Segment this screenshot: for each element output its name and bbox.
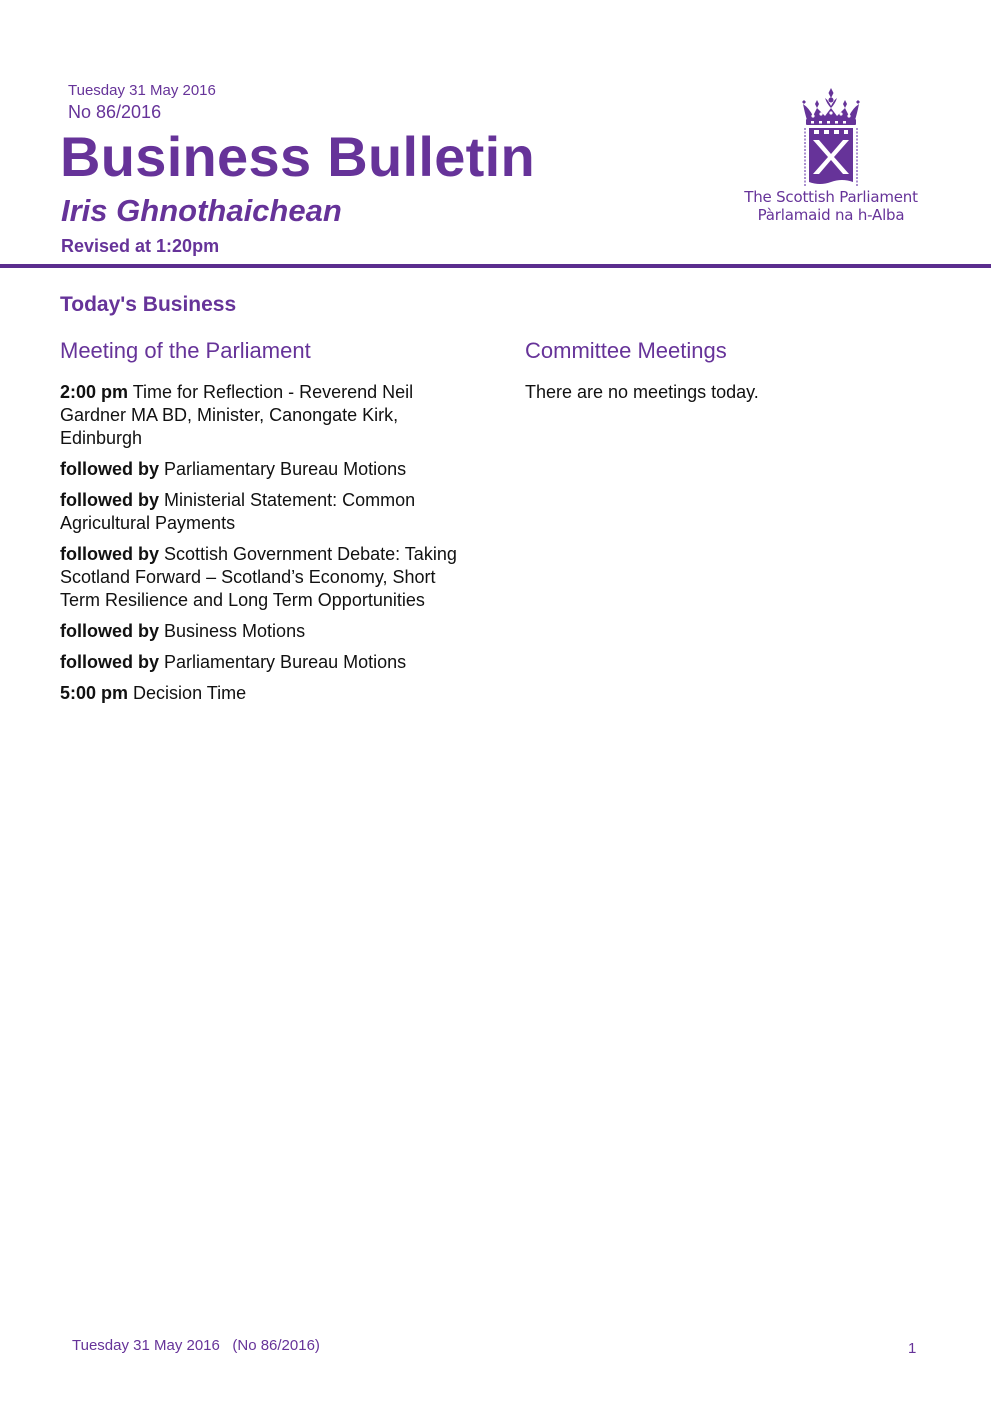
committee-meetings-text: There are no meetings today.: [525, 382, 759, 402]
committee-meetings-heading: Committee Meetings: [525, 338, 727, 363]
page-title: Business Bulletin: [60, 125, 535, 188]
agenda-item-text: Scottish Government Debate: Taking Scotland Forward – Scotland’s Economy, Short Term Resilience and Long Term Opportunities: [60, 544, 457, 610]
agenda-item-text: Decision Time: [133, 683, 247, 703]
page-subtitle-gaelic: Iris Ghnothaichean: [61, 193, 342, 228]
meeting-of-parliament-column: [60, 337, 470, 713]
agenda-item-lead: followed by: [60, 459, 159, 479]
agenda-item: [60, 620, 470, 643]
footer-page-number: 1: [908, 1340, 917, 1357]
agenda-item-text: Parliamentary Bureau Motions: [164, 652, 407, 672]
committee-meetings-column: [525, 337, 925, 412]
agenda-item-lead: followed by: [60, 652, 159, 672]
bulletin-date: Tuesday 31 May 2016: [68, 82, 216, 99]
meeting-of-parliament-heading: Meeting of the Parliament: [60, 338, 311, 363]
agenda-item: [60, 458, 470, 481]
agenda-item-lead: 5:00 pm: [60, 683, 129, 703]
agenda-item-text: Business Motions: [164, 621, 306, 641]
agenda-item-text: Time for Reflection - Reverend Neil Gardner MA BD, Minister, Canongate Kirk, Edinburgh: [60, 382, 414, 448]
scottish-parliament-crest-icon: [799, 86, 863, 188]
section-title-todays-business: Today's Business: [60, 293, 237, 316]
agenda-item: [60, 543, 470, 612]
scottish-parliament-logo: [738, 86, 924, 224]
revised-time: Revised at 1:20pm: [61, 236, 220, 256]
agenda-item-lead: followed by: [60, 544, 159, 564]
agenda-item: [60, 651, 470, 674]
agenda-item-lead: followed by: [60, 621, 159, 641]
agenda-item-lead: followed by: [60, 490, 159, 510]
agenda-item: [60, 489, 470, 535]
bulletin-number: No 86/2016: [68, 102, 162, 122]
footer-date-number: Tuesday 31 May 2016 (No 86/2016): [72, 1337, 320, 1354]
logo-text-english: The Scottish Parliament: [744, 188, 918, 206]
agenda-item-lead: 2:00 pm: [60, 382, 129, 402]
agenda-item: [60, 381, 470, 450]
header-divider: [0, 264, 991, 268]
agenda-item-text: Ministerial Statement: Common Agricultural Payments: [60, 490, 416, 533]
logo-text-gaelic: Pàrlamaid na h-Alba: [757, 206, 905, 224]
agenda-item-text: Parliamentary Bureau Motions: [164, 459, 407, 479]
agenda-item: [60, 682, 470, 705]
